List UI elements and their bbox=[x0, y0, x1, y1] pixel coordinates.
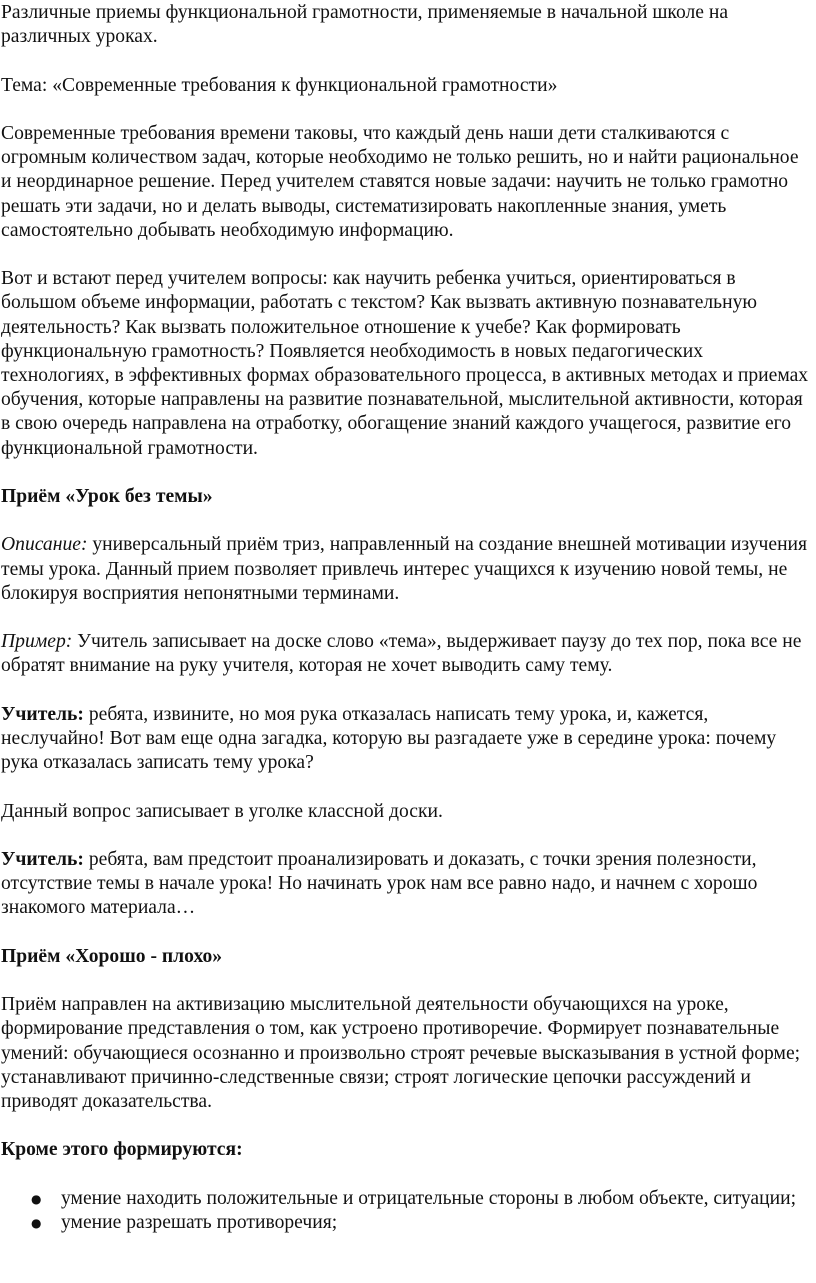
teacher-speech-text: ребята, вам предстоит проанализировать и доказать, с точки зрения полезности, отсутствие темы в начале урока! Но начинать урок нам все равно надо, и начнем с хорошо знакомого материала… bbox=[1, 848, 758, 919]
document-topic: Тема: «Современные требования к функциональной грамотности» bbox=[1, 74, 558, 96]
bullet-icon: ● bbox=[31, 1191, 42, 1206]
teacher-speech-2 bbox=[1, 848, 813, 921]
list-item-text: умение разрешать противоречия; bbox=[61, 1211, 338, 1233]
intro-paragraph-1: Современные требования времени таковы, что каждый день наши дети сталкиваются с огромным количеством задач, которые необходимо не только решить, но и найти рациональное и неординарное решение. Перед учителем ставятся новые задачи: научить не только грамотно решать эти задачи, но и делать выводы, систематизировать накопленные знания, уметь самостоятельно добывать необходимую информацию. bbox=[1, 122, 799, 241]
list-item bbox=[1, 1211, 813, 1235]
good-bad-paragraph: Приём направлен на активизацию мыслительной деятельности обучающихся на уроке, формирование представления о том, как устроено противоречие. Формирует познавательные умений: обучающиеся осознанно и произвольно строят речевые высказывания в устной форме; устанавливают причинно-следственные связи; строят логические цепочки рассуждений и приводят доказательства. bbox=[1, 994, 801, 1112]
teacher-speech-1 bbox=[1, 703, 813, 776]
example-paragraph bbox=[1, 630, 813, 678]
list-item-text: умение находить положительные и отрицательные стороны в любом объекте, ситуации; bbox=[61, 1187, 797, 1209]
section-heading-lesson-without-topic: Приём «Урок без темы» bbox=[1, 486, 213, 507]
description-label: Описание: bbox=[1, 534, 88, 556]
teacher-label: Учитель: bbox=[1, 703, 84, 725]
skills-list bbox=[1, 1187, 816, 1235]
section-heading-good-bad: Приём «Хорошо - плохо» bbox=[1, 945, 223, 967]
list-item bbox=[1, 1187, 813, 1211]
document-title: Различные приемы функциональной грамотности, применяемые в начальной школе на различных уроках. bbox=[1, 2, 729, 48]
intro-paragraph-2: Вот и встают перед учителем вопросы: как научить ребенка учиться, ориентироваться в большом объеме информации, работать с текстом? Как вызвать активную познавательную деятельность? Как вызвать положительное отношение к учебе? Как формировать функциональную грамотность? Появляется необходимость в новых педагогических технологиях, в эффективных формах образовательного процесса, в активных методах и приемах обучения, которые направлены на развитие познавательной, мыслительной активности, которая в свою очередь направлена на отработку, обогащение знаний каждого учащегося, развитие его функциональной грамотности. bbox=[1, 268, 809, 459]
example-text: Учитель записывает на доске слово «тема», выдерживает паузу до тех пор, пока все не обратят внимание на руку учителя, которая не хочет выводить саму тему. bbox=[1, 631, 802, 677]
list-heading: Кроме этого формируются: bbox=[1, 1139, 243, 1161]
teacher-label: Учитель: bbox=[1, 848, 84, 870]
description-paragraph bbox=[1, 533, 813, 606]
board-note: Данный вопрос записывает в уголке классной доски. bbox=[1, 800, 443, 822]
description-text: универсальный приём триз, направленный на создание внешней мотивации изучения темы урока. Данный прием позволяет привлечь интерес учащихся к изучению новой темы, не блокируя восприятия непонятными терминами. bbox=[1, 534, 808, 604]
example-label: Пример: bbox=[1, 631, 73, 653]
teacher-speech-text: ребята, извините, но моя рука отказалась написать тему урока, и, кажется, неслучайно! Вот вам еще одна загадка, которую вы разгадаете уже в середине урока: почему рука отказалась записать тему урока? bbox=[1, 703, 777, 774]
bullet-icon: ● bbox=[31, 1215, 42, 1230]
